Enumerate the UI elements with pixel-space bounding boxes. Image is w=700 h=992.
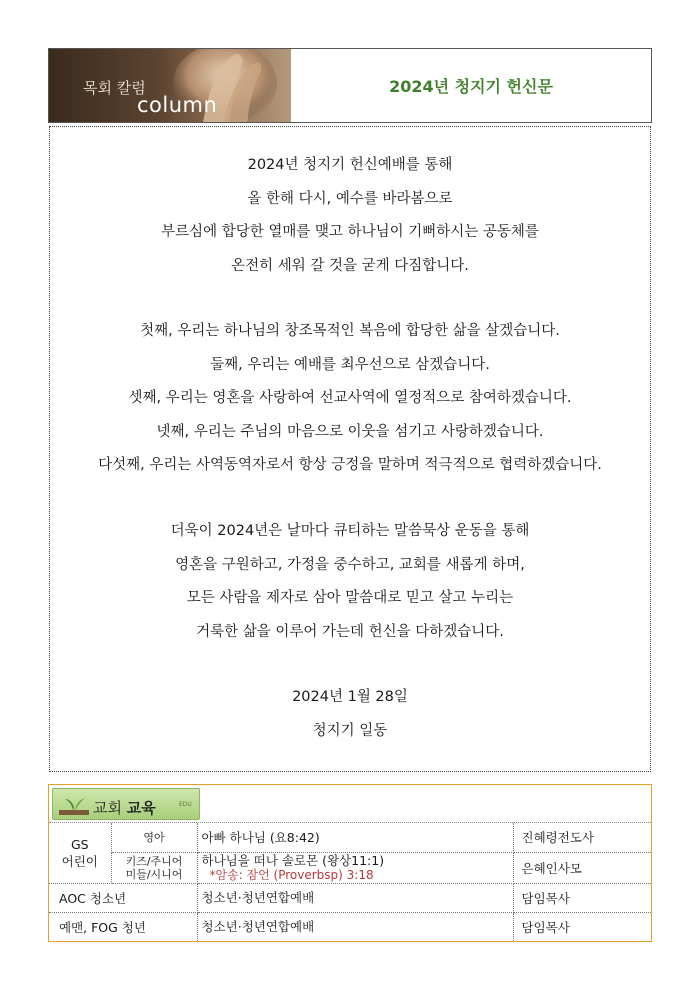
aoc-teacher: 담임목사: [513, 883, 651, 912]
table-row: [49, 823, 651, 852]
pledge-date: 2024년 1월 28일: [292, 689, 408, 705]
fog-lesson-title: 청소년·청년연합예배: [197, 912, 513, 941]
infant-teacher: 진혜령전도사: [513, 823, 651, 852]
pledge-line: 올 한해 다시, 예수를 바라봄으로: [247, 190, 453, 207]
column-header: [48, 48, 652, 123]
memory-verse: *암송: 잠언 (Proverbsp) 3:18: [209, 867, 374, 882]
badge-light-text: 교회: [93, 799, 122, 817]
sprout-icon: [59, 795, 89, 815]
pledge-line: 거룩한 삶을 이루어 가는데 헌신을 다하겠습니다.: [196, 623, 504, 640]
pledge-vow-line: 둘째, 우리는 예배를 최우선으로 삼겠습니다.: [210, 356, 490, 373]
aoc-lesson-title: 청소년·청년연합예배: [197, 883, 513, 912]
pledge-signer: 청지기 일동: [312, 722, 388, 739]
page-title: 2024년 청지기 헌신문: [389, 77, 553, 96]
pledge-signature: [50, 681, 650, 748]
badge-small-text: EDU: [179, 801, 192, 808]
kids-label-line2: 미들/시니어: [125, 867, 183, 881]
pledge-line: 부르심에 합당한 열매를 맺고 하나님이 기뻐하시는 공동체를: [161, 224, 539, 240]
education-badge-label: [93, 797, 156, 818]
church-education-section: [48, 784, 652, 942]
gs-group-line1: GS: [70, 836, 89, 852]
table-row: [49, 883, 651, 912]
badge-bold-text: 교육: [126, 799, 156, 817]
pledge-line: 온전히 세워 갈 것을 굳게 다짐합니다.: [231, 257, 469, 274]
pledge-line: 영혼을 구원하고, 가정을 중수하고, 교회를 새롭게 하며,: [175, 556, 525, 573]
education-badge: [52, 788, 200, 820]
pledge-line: 2024년 청지기 헌신예배를 통해: [247, 157, 453, 173]
table-row: [49, 852, 651, 883]
kids-teacher: 은혜인사모: [513, 852, 651, 883]
education-schedule-table: [49, 823, 651, 941]
gs-group-line2: 어린이: [61, 853, 98, 869]
fog-teacher: 담임목사: [513, 912, 651, 941]
pledge-line: 모든 사람을 제자로 삼아 말씀대로 믿고 살고 누리는: [186, 590, 514, 606]
infant-label: 영아: [111, 823, 197, 852]
education-header: [49, 785, 651, 823]
kids-lesson-title: [197, 852, 513, 883]
kids-label-line1: 키즈/주니어: [125, 854, 183, 868]
banner-korean-label: 목회 칼럼: [83, 79, 146, 97]
gs-children-group: [49, 823, 111, 883]
pledge-paragraph-commitment: [50, 515, 650, 649]
infant-lesson-title: 아빠 하나님 (요8:42): [197, 823, 513, 852]
pledge-vow-line: 다섯째, 우리는 사역동역자로서 항상 긍정을 말하며 적극적으로 협력하겠습니다.: [98, 457, 602, 473]
pledge-vow-line: 넷째, 우리는 주님의 마음으로 이웃을 섬기고 사랑하겠습니다.: [156, 423, 544, 440]
kids-lesson-text: 하나님을 떠나 솔로몬 (왕상11:1): [201, 852, 385, 868]
table-row: [49, 912, 651, 941]
fog-youth-label: 예맨, FOG 청년: [49, 912, 197, 941]
pledge-line: 더욱이 2024년은 날마다 큐티하는 말씀묵상 운동을 통해: [170, 523, 530, 539]
kids-label: [111, 852, 197, 883]
aoc-youth-label: AOC 청소년: [49, 883, 197, 912]
pledge-vow-line: 첫째, 우리는 하나님의 창조목적인 복음에 합당한 삶을 살겠습니다.: [140, 323, 560, 339]
pledge-paragraph-intro: [50, 149, 650, 283]
banner-english-label: column: [137, 93, 218, 117]
pledge-vow-line: 셋째, 우리는 영혼을 사랑하여 선교사역에 열정적으로 참여하겠습니다.: [128, 390, 572, 406]
pledge-paragraph-vows: [50, 315, 650, 483]
pastor-column-banner: [49, 49, 291, 122]
pledge-text-box: [49, 126, 651, 772]
